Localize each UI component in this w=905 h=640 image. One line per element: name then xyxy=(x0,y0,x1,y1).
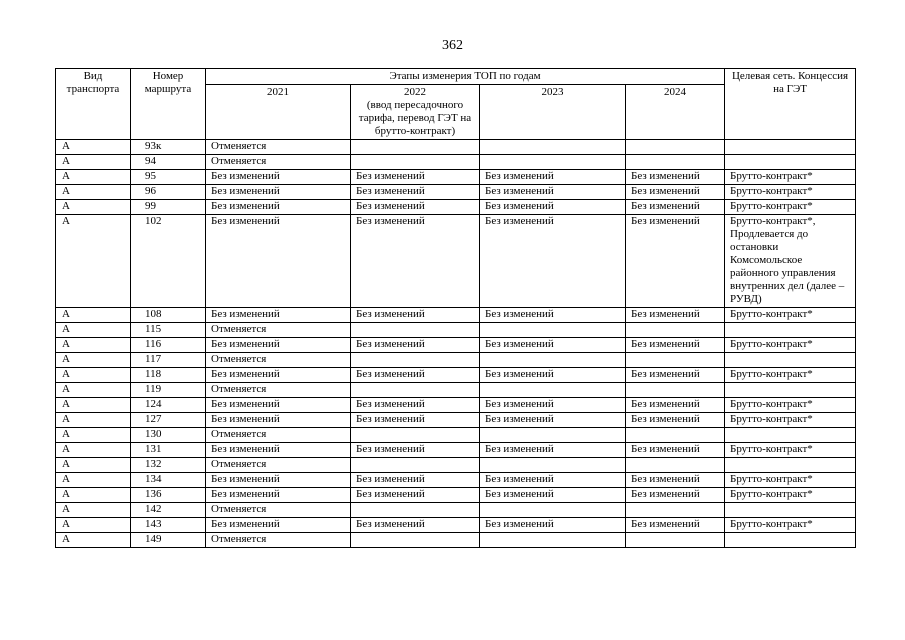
year-2021-cell: Без изменений xyxy=(206,200,351,215)
year-2023-cell xyxy=(480,503,626,518)
year-2022-cell xyxy=(351,458,480,473)
year-2024-cell xyxy=(626,383,725,398)
route-number-cell: 95 xyxy=(131,170,206,185)
table-row xyxy=(56,443,856,458)
table-header xyxy=(56,69,856,140)
route-number-cell: 93к xyxy=(131,140,206,155)
route-number-cell: 102 xyxy=(131,215,206,308)
year-2022-cell: Без изменений xyxy=(351,368,480,383)
route-number-cell: 99 xyxy=(131,200,206,215)
transport-type-cell: А xyxy=(56,353,131,368)
year-2024-cell: Без изменений xyxy=(626,488,725,503)
year-2022-cell: Без изменений xyxy=(351,200,480,215)
transport-type-cell: А xyxy=(56,398,131,413)
year-2022-cell xyxy=(351,383,480,398)
table-row xyxy=(56,383,856,398)
target-network-cell: Брутто-контракт* xyxy=(725,185,856,200)
year-2023-cell: Без изменений xyxy=(480,185,626,200)
year-2022-cell xyxy=(351,140,480,155)
year-2024-cell xyxy=(626,155,725,170)
year-2024-cell: Без изменений xyxy=(626,368,725,383)
year-2022-cell: Без изменений xyxy=(351,518,480,533)
target-network-cell: Брутто-контракт* xyxy=(725,518,856,533)
target-network-cell: Брутто-контракт* xyxy=(725,308,856,323)
year-2022-cell xyxy=(351,323,480,338)
year-2021-cell: Отменяется xyxy=(206,140,351,155)
transport-type-cell: А xyxy=(56,338,131,353)
header-row-top xyxy=(56,69,856,85)
year-2021-cell: Отменяется xyxy=(206,323,351,338)
transport-type-cell: А xyxy=(56,428,131,443)
year-2021-cell: Без изменений xyxy=(206,413,351,428)
year-2024-cell: Без изменений xyxy=(626,413,725,428)
year-2024-cell: Без изменений xyxy=(626,215,725,308)
target-network-cell: Брутто-контракт* xyxy=(725,473,856,488)
year-2023-cell: Без изменений xyxy=(480,413,626,428)
year-2024-cell: Без изменений xyxy=(626,185,725,200)
year-2024-cell xyxy=(626,533,725,548)
year-2022-cell xyxy=(351,353,480,368)
year-2021-cell: Без изменений xyxy=(206,368,351,383)
header-year-2021: 2021 xyxy=(206,85,351,140)
route-number-cell: 136 xyxy=(131,488,206,503)
year-2021-cell: Без изменений xyxy=(206,185,351,200)
header-year-2023: 2023 xyxy=(480,85,626,140)
year-2023-cell: Без изменений xyxy=(480,398,626,413)
header-year-2024: 2024 xyxy=(626,85,725,140)
year-2023-cell: Без изменений xyxy=(480,473,626,488)
year-2023-cell xyxy=(480,353,626,368)
table-row xyxy=(56,503,856,518)
table-row xyxy=(56,140,856,155)
header-year-2022: 2022 (ввод пересадочного тарифа, перевод ГЭТ на брутто-контракт) xyxy=(351,85,480,140)
year-2021-cell: Без изменений xyxy=(206,338,351,353)
table-row xyxy=(56,533,856,548)
transport-type-cell: А xyxy=(56,458,131,473)
transport-type-cell: А xyxy=(56,185,131,200)
table-row xyxy=(56,398,856,413)
year-2021-cell: Без изменений xyxy=(206,170,351,185)
year-2023-cell xyxy=(480,323,626,338)
year-2023-cell xyxy=(480,140,626,155)
year-2021-cell: Отменяется xyxy=(206,155,351,170)
table-row xyxy=(56,170,856,185)
year-2023-cell xyxy=(480,383,626,398)
table-row xyxy=(56,368,856,383)
year-2024-cell: Без изменений xyxy=(626,443,725,458)
year-2022-cell: Без изменений xyxy=(351,185,480,200)
year-2023-cell: Без изменений xyxy=(480,443,626,458)
route-number-cell: 96 xyxy=(131,185,206,200)
header-target-network: Целевая сеть. Концессия на ГЭТ xyxy=(725,69,856,140)
year-2022-cell: Без изменений xyxy=(351,215,480,308)
year-2024-cell xyxy=(626,503,725,518)
table-row xyxy=(56,308,856,323)
target-network-cell: Брутто-контракт* xyxy=(725,200,856,215)
target-network-cell: Брутто-контракт* xyxy=(725,488,856,503)
transport-type-cell: А xyxy=(56,200,131,215)
transport-type-cell: А xyxy=(56,140,131,155)
table-row xyxy=(56,488,856,503)
table-body xyxy=(56,140,856,548)
route-number-cell: 149 xyxy=(131,533,206,548)
target-network-cell xyxy=(725,428,856,443)
target-network-cell: Брутто-контракт* xyxy=(725,398,856,413)
target-network-cell: Брутто-контракт* xyxy=(725,170,856,185)
route-number-cell: 115 xyxy=(131,323,206,338)
year-2022-cell xyxy=(351,155,480,170)
year-2024-cell xyxy=(626,353,725,368)
year-2021-cell: Без изменений xyxy=(206,308,351,323)
year-2023-cell: Без изменений xyxy=(480,215,626,308)
route-number-cell: 94 xyxy=(131,155,206,170)
year-2024-cell: Без изменений xyxy=(626,398,725,413)
year-2023-cell: Без изменений xyxy=(480,200,626,215)
year-2023-cell: Без изменений xyxy=(480,368,626,383)
year-2022-cell: Без изменений xyxy=(351,308,480,323)
transport-type-cell: А xyxy=(56,443,131,458)
table-row xyxy=(56,215,856,308)
year-2021-cell: Отменяется xyxy=(206,503,351,518)
year-2021-cell: Отменяется xyxy=(206,428,351,443)
year-2023-cell xyxy=(480,533,626,548)
route-number-cell: 108 xyxy=(131,308,206,323)
year-2021-cell: Без изменений xyxy=(206,443,351,458)
year-2024-cell: Без изменений xyxy=(626,338,725,353)
year-2021-cell: Без изменений xyxy=(206,473,351,488)
transport-type-cell: А xyxy=(56,170,131,185)
route-number-cell: 124 xyxy=(131,398,206,413)
year-2022-cell: Без изменений xyxy=(351,398,480,413)
target-network-cell: Брутто-контракт* xyxy=(725,443,856,458)
target-network-cell: Брутто-контракт*, Продлевается до остановки Комсомольское районного управления внутренних дел (далее – РУВД) xyxy=(725,215,856,308)
transport-type-cell: А xyxy=(56,488,131,503)
year-2021-cell: Отменяется xyxy=(206,458,351,473)
route-number-cell: 132 xyxy=(131,458,206,473)
table-row xyxy=(56,185,856,200)
transport-type-cell: А xyxy=(56,383,131,398)
transport-type-cell: А xyxy=(56,323,131,338)
year-2023-cell: Без изменений xyxy=(480,338,626,353)
target-network-cell: Брутто-контракт* xyxy=(725,368,856,383)
year-2022-cell: Без изменений xyxy=(351,170,480,185)
routes-table xyxy=(55,68,856,548)
table-row xyxy=(56,155,856,170)
table-row xyxy=(56,518,856,533)
year-2022-cell: Без изменений xyxy=(351,488,480,503)
year-2024-cell xyxy=(626,458,725,473)
year-2022-cell: Без изменений xyxy=(351,338,480,353)
year-2024-cell xyxy=(626,323,725,338)
target-network-cell xyxy=(725,533,856,548)
year-2023-cell: Без изменений xyxy=(480,308,626,323)
header-route-number: Номер маршрута xyxy=(131,69,206,140)
year-2021-cell: Без изменений xyxy=(206,518,351,533)
page-number: 362 xyxy=(442,38,463,53)
table-row xyxy=(56,200,856,215)
year-2021-cell: Отменяется xyxy=(206,383,351,398)
transport-type-cell: А xyxy=(56,473,131,488)
table-row xyxy=(56,353,856,368)
route-number-cell: 118 xyxy=(131,368,206,383)
table-row xyxy=(56,338,856,353)
year-2022-cell: Без изменений xyxy=(351,413,480,428)
year-2021-cell: Без изменений xyxy=(206,215,351,308)
year-2021-cell: Без изменений xyxy=(206,398,351,413)
year-2023-cell xyxy=(480,458,626,473)
transport-type-cell: А xyxy=(56,533,131,548)
target-network-cell xyxy=(725,383,856,398)
table-row xyxy=(56,473,856,488)
year-2024-cell: Без изменений xyxy=(626,308,725,323)
target-network-cell xyxy=(725,503,856,518)
year-2024-cell: Без изменений xyxy=(626,170,725,185)
route-number-cell: 130 xyxy=(131,428,206,443)
year-2023-cell: Без изменений xyxy=(480,170,626,185)
year-2023-cell: Без изменений xyxy=(480,488,626,503)
route-number-cell: 127 xyxy=(131,413,206,428)
transport-type-cell: А xyxy=(56,413,131,428)
table-row xyxy=(56,428,856,443)
year-2022-cell: Без изменений xyxy=(351,443,480,458)
year-2022-cell xyxy=(351,503,480,518)
table-row xyxy=(56,323,856,338)
route-number-cell: 142 xyxy=(131,503,206,518)
year-2022-cell xyxy=(351,428,480,443)
year-2021-cell: Отменяется xyxy=(206,353,351,368)
target-network-cell: Брутто-контракт* xyxy=(725,338,856,353)
year-2024-cell xyxy=(626,140,725,155)
route-number-cell: 131 xyxy=(131,443,206,458)
transport-type-cell: А xyxy=(56,503,131,518)
header-transport-type: Вид транспорта xyxy=(56,69,131,140)
transport-type-cell: А xyxy=(56,215,131,308)
year-2023-cell xyxy=(480,155,626,170)
target-network-cell xyxy=(725,155,856,170)
year-2023-cell xyxy=(480,428,626,443)
transport-type-cell: А xyxy=(56,308,131,323)
table-row xyxy=(56,413,856,428)
route-number-cell: 117 xyxy=(131,353,206,368)
year-2024-cell xyxy=(626,428,725,443)
year-2023-cell: Без изменений xyxy=(480,518,626,533)
target-network-cell xyxy=(725,323,856,338)
transport-type-cell: А xyxy=(56,518,131,533)
route-number-cell: 134 xyxy=(131,473,206,488)
year-2024-cell: Без изменений xyxy=(626,200,725,215)
route-number-cell: 143 xyxy=(131,518,206,533)
route-number-cell: 119 xyxy=(131,383,206,398)
route-number-cell: 116 xyxy=(131,338,206,353)
year-2021-cell: Отменяется xyxy=(206,533,351,548)
target-network-cell xyxy=(725,458,856,473)
transport-type-cell: А xyxy=(56,368,131,383)
table-row xyxy=(56,458,856,473)
year-2024-cell: Без изменений xyxy=(626,473,725,488)
year-2022-cell: Без изменений xyxy=(351,473,480,488)
year-2024-cell: Без изменений xyxy=(626,518,725,533)
year-2021-cell: Без изменений xyxy=(206,488,351,503)
transport-type-cell: А xyxy=(56,155,131,170)
year-2022-cell xyxy=(351,533,480,548)
target-network-cell xyxy=(725,140,856,155)
target-network-cell xyxy=(725,353,856,368)
target-network-cell: Брутто-контракт* xyxy=(725,413,856,428)
header-stages-by-year: Этапы изменерия ТОП по годам xyxy=(206,69,725,85)
